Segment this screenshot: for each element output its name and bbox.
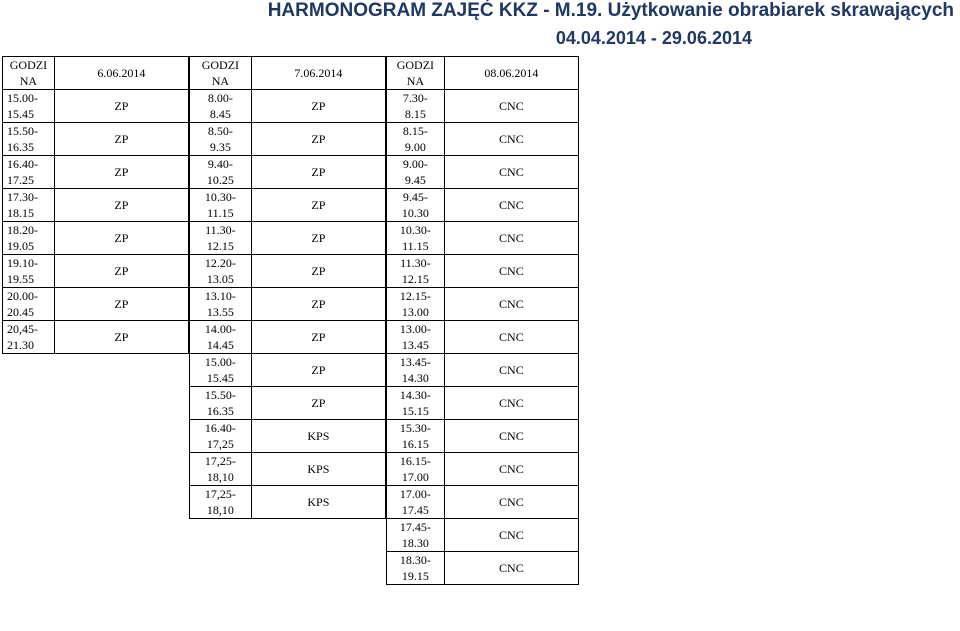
time-slot: 16.15- 17.00 <box>387 453 445 486</box>
time-slot: 19.10- 19.55 <box>3 255 55 288</box>
table-row <box>387 354 579 387</box>
time-slot: 17.45- 18.30 <box>387 519 445 552</box>
time-slot: 13.00- 13.45 <box>387 321 445 354</box>
time-slot: 20.00- 20.45 <box>3 288 55 321</box>
table-row <box>190 486 386 519</box>
table-row <box>190 255 386 288</box>
subject-code: CNC <box>444 90 578 123</box>
table-row <box>387 255 579 288</box>
table-row <box>3 90 189 123</box>
table-row <box>387 321 579 354</box>
table-row <box>190 222 386 255</box>
subject-code: CNC <box>444 486 578 519</box>
table-row <box>387 519 579 552</box>
subject-code: ZP <box>251 156 385 189</box>
table-row <box>3 222 189 255</box>
schedule-table-7-06 <box>189 56 386 519</box>
subject-code: CNC <box>444 519 578 552</box>
table-row <box>3 123 189 156</box>
time-slot: 9.40- 10.25 <box>190 156 252 189</box>
subject-code: ZP <box>54 156 188 189</box>
header-row <box>190 57 386 90</box>
subject-code: ZP <box>251 354 385 387</box>
table-row <box>387 156 579 189</box>
time-slot: 15.50- 16.35 <box>190 387 252 420</box>
time-slot: 17,25- 18,10 <box>190 486 252 519</box>
subject-code: ZP <box>54 255 188 288</box>
time-slot: 7.30- 8.15 <box>387 90 445 123</box>
subject-code: CNC <box>444 552 578 585</box>
table-row <box>190 156 386 189</box>
table-row <box>3 156 189 189</box>
subject-code: CNC <box>444 387 578 420</box>
table-row <box>387 453 579 486</box>
subject-code: ZP <box>251 189 385 222</box>
table-row <box>387 288 579 321</box>
time-slot: 9.45- 10.30 <box>387 189 445 222</box>
subject-code: CNC <box>444 123 578 156</box>
time-slot: 16.40- 17.25 <box>3 156 55 189</box>
table-row <box>190 123 386 156</box>
date-column-header: 7.06.2014 <box>251 57 385 90</box>
subject-code: ZP <box>251 321 385 354</box>
subject-code: CNC <box>444 420 578 453</box>
table-row <box>387 387 579 420</box>
time-slot: 17.00- 17.45 <box>387 486 445 519</box>
subject-code: CNC <box>444 189 578 222</box>
table-row <box>190 354 386 387</box>
table-row <box>387 90 579 123</box>
time-slot: 18.30- 19.15 <box>387 552 445 585</box>
header-row <box>387 57 579 90</box>
table-row <box>387 420 579 453</box>
subject-code: KPS <box>251 420 385 453</box>
table-row <box>190 189 386 222</box>
time-slot: 14.00- 14.45 <box>190 321 252 354</box>
table-row <box>387 189 579 222</box>
time-slot: 13.10- 13.55 <box>190 288 252 321</box>
time-slot: 9.00- 9.45 <box>387 156 445 189</box>
table-row <box>387 552 579 585</box>
subject-code: ZP <box>54 123 188 156</box>
subject-code: ZP <box>251 255 385 288</box>
subject-code: ZP <box>251 123 385 156</box>
table-row <box>3 321 189 354</box>
time-column-header: GODZI NA <box>387 57 445 90</box>
time-slot: 8.00- 8.45 <box>190 90 252 123</box>
time-slot: 10.30- 11.15 <box>190 189 252 222</box>
time-slot: 12.15- 13.00 <box>387 288 445 321</box>
subject-code: ZP <box>54 90 188 123</box>
time-slot: 13.45- 14.30 <box>387 354 445 387</box>
table-row <box>3 288 189 321</box>
time-slot: 10.30- 11.15 <box>387 222 445 255</box>
table-row <box>3 255 189 288</box>
table-row <box>387 222 579 255</box>
subject-code: ZP <box>251 222 385 255</box>
time-slot: 14.30- 15.15 <box>387 387 445 420</box>
date-column-header: 08.06.2014 <box>444 57 578 90</box>
time-slot: 17,25- 18,10 <box>190 453 252 486</box>
table-row <box>190 387 386 420</box>
subject-code: CNC <box>444 288 578 321</box>
subject-code: ZP <box>54 189 188 222</box>
table-row <box>190 90 386 123</box>
subject-code: KPS <box>251 453 385 486</box>
subject-code: KPS <box>251 486 385 519</box>
date-range: 04.04.2014 - 29.06.2014 <box>555 28 752 48</box>
document-title: HARMONOGRAM ZAJĘĆ KKZ - M.19. Użytkowanie obrabiarek skrawających <box>267 0 954 21</box>
subject-code: ZP <box>54 222 188 255</box>
table-row <box>3 189 189 222</box>
time-slot: 15.00- 15.45 <box>190 354 252 387</box>
time-slot: 12.20- 13.05 <box>190 255 252 288</box>
subject-code: ZP <box>251 288 385 321</box>
table-row <box>387 123 579 156</box>
table-row <box>190 453 386 486</box>
subject-code: CNC <box>444 321 578 354</box>
time-slot: 17.30- 18.15 <box>3 189 55 222</box>
table-row <box>387 486 579 519</box>
subject-code: CNC <box>444 255 578 288</box>
subject-code: ZP <box>251 387 385 420</box>
schedule-table-6-06 <box>2 56 189 354</box>
subject-code: CNC <box>444 156 578 189</box>
subject-code: CNC <box>444 354 578 387</box>
subject-code: CNC <box>444 222 578 255</box>
time-slot: 15.30- 16.15 <box>387 420 445 453</box>
time-slot: 8.50- 9.35 <box>190 123 252 156</box>
time-slot: 18.20- 19.05 <box>3 222 55 255</box>
subject-code: ZP <box>54 321 188 354</box>
time-column-header: GODZI NA <box>3 57 55 90</box>
subject-code: ZP <box>251 90 385 123</box>
subject-code: CNC <box>444 453 578 486</box>
time-slot: 16.40- 17,25 <box>190 420 252 453</box>
time-slot: 11.30- 12.15 <box>190 222 252 255</box>
date-column-header: 6.06.2014 <box>54 57 188 90</box>
table-row <box>190 321 386 354</box>
time-slot: 15.50- 16.35 <box>3 123 55 156</box>
schedule-table-08-06 <box>386 56 579 585</box>
time-slot: 11.30- 12.15 <box>387 255 445 288</box>
header-row <box>3 57 189 90</box>
time-column-header: GODZI NA <box>190 57 252 90</box>
subject-code: ZP <box>54 288 188 321</box>
time-slot: 15.00- 15.45 <box>3 90 55 123</box>
time-slot: 8.15- 9.00 <box>387 123 445 156</box>
time-slot: 20,45- 21.30 <box>3 321 55 354</box>
table-row <box>190 288 386 321</box>
table-row <box>190 420 386 453</box>
